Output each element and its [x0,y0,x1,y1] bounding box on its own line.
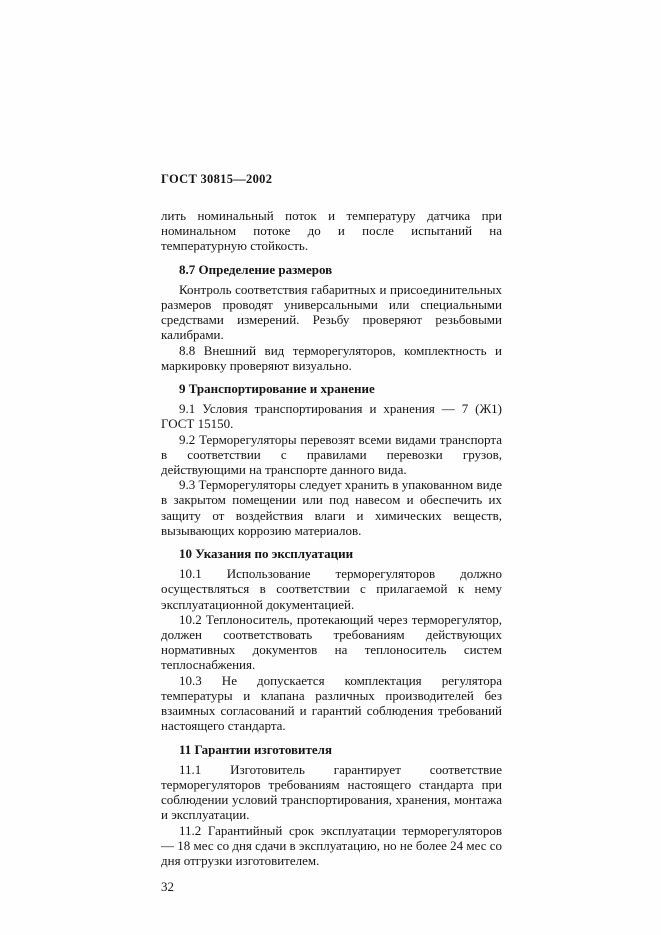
body-paragraph: 9.1 Условия транспортирования и хранения — 7 (Ж1) ГОСТ 15150. [161,401,502,432]
text-column [161,172,502,895]
body-paragraph: 11.2 Гарантийный срок эксплуатации терморегуляторов — 18 мес со дня сдачи в эксплуатацию, но не более 24 мес со дня отгрузки изготовителем. [161,822,502,868]
body-paragraph: 10.3 Не допускается комплектация регулятора температуры и клапана различных производителей без взаимных согласований и гарантий соблюдения требований настоящего стандарта. [161,672,502,734]
body-paragraph: 9.3 Терморегуляторы следует хранить в упакованном виде в закрытом помещении или под навесом и обеспечить их защиту от воздействия влаги и химических веществ, вызывающих коррозию материалов. [161,477,502,538]
body-paragraph: Контроль соответствия габаритных и присоединительных размеров проводят универсальными или специальными средствами измерений. Резьбу проверяют резьбовыми калибрами. [161,281,502,343]
section-heading-8-7: 8.7 Определение размеров [179,261,333,277]
document-header: ГОСТ 30815—2002 [161,172,273,186]
body-paragraph: 8.8 Внешний вид терморегуляторов, комплектность и маркировку проверяют визуально. [161,342,502,373]
body-paragraph: лить номинальный поток и температуру датчика при номинальном потоке до и после испытаний на температурную стойкость. [161,208,502,254]
body-paragraph: 10.2 Теплоноситель, протекающий через терморегулятор, должен соответствовать требованиям действующих нормативных документов на теплоноситель систем теплоснабжения. [161,611,502,673]
page-number: 32 [161,879,174,895]
body-paragraph: 10.1 Использование терморегуляторов должно осуществляться в соответствии с прилагаемой к нему эксплуатационной документацией. [161,566,502,612]
section-heading-10: 10 Указания по эксплуатации [179,546,354,562]
body-paragraph: 9.2 Терморегуляторы перевозят всеми видами транспорта в соответствии с правилами перевозки грузов, действующими на транспорте данного вида. [161,431,502,478]
body-paragraph: 11.1 Изготовитель гарантирует соответствие терморегуляторов требованиям настоящего стандарта при соблюдении условий транспортирования, хранения, монтажа и эксплуатации. [161,761,502,823]
section-heading-9: 9 Транспортирование и хранение [179,381,375,397]
section-heading-11: 11 Гарантии изготовителя [179,741,333,757]
